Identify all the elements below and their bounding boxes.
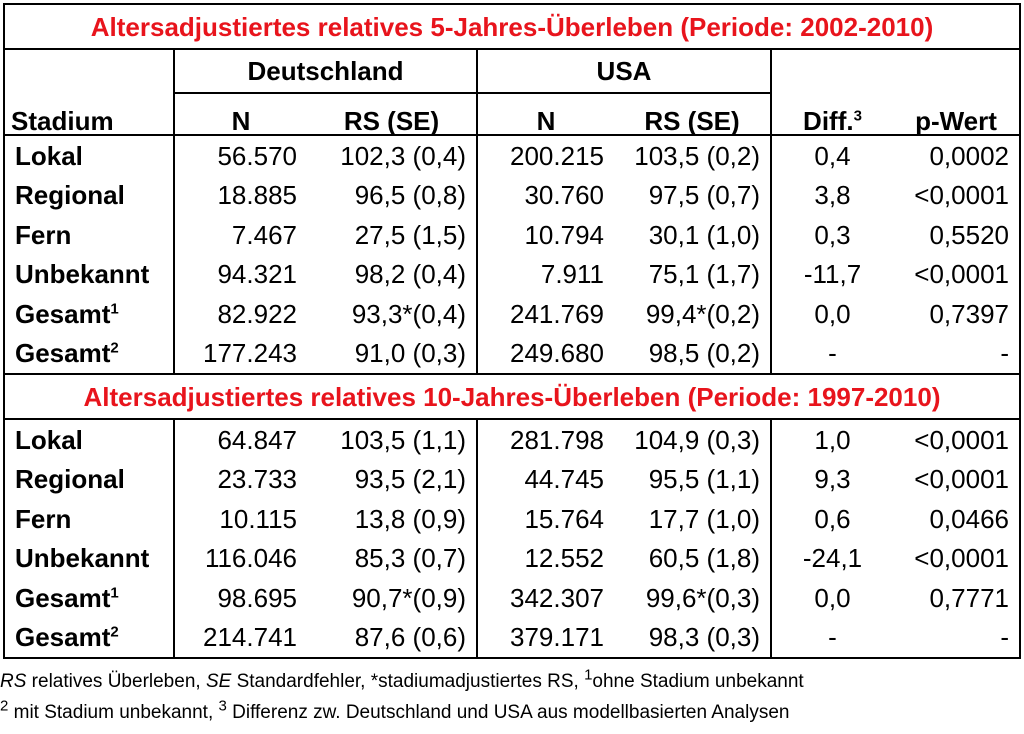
table-row (4, 539, 1020, 579)
de-rs-cell: 90,7*(0,9) (351, 582, 466, 613)
table-row (4, 294, 1020, 334)
de-rs-cell: 13,8 (0,9) (354, 503, 466, 534)
diff-cell: 1,0 (771, 419, 893, 460)
de-rs-cell: 98,2 (0,4) (354, 259, 466, 290)
header-pwert: p-Wert (893, 93, 1020, 135)
de-rs-cell: 91,0 (0,3) (307, 334, 477, 375)
stage-cell: Unbekannt (4, 255, 174, 295)
us-rs-cell: 17,7 (1,0) (648, 503, 760, 534)
de-n-cell: 18.885 (174, 176, 307, 216)
us-n-cell: 342.307 (477, 578, 614, 618)
stage-cell: Regional (4, 460, 174, 500)
de-n-cell: 177.243 (174, 334, 307, 375)
column-header-row (4, 93, 1020, 135)
pvalue-cell: 0,0002 (893, 135, 1020, 176)
stage-cell: Fern (4, 499, 174, 539)
header-usa: USA (477, 49, 771, 93)
stage-cell: Lokal (4, 419, 174, 460)
de-n-cell: 23.733 (174, 460, 307, 500)
table-row (4, 460, 1020, 500)
diff-cell: 0,4 (771, 135, 893, 176)
stage-cell: Gesamt$^1$ (4, 294, 174, 334)
header-deutschland: Deutschland (174, 49, 477, 93)
us-rs-cell: 60,5 (1,8) (648, 543, 760, 574)
diff-cell: 9,3 (771, 460, 893, 500)
us-rs-cell: 98,3 (0,3) (614, 618, 771, 659)
section1-title-row (4, 4, 1020, 49)
header-de-rs: RS (SE) (343, 106, 440, 135)
us-n-cell: 44.745 (477, 460, 614, 500)
us-rs-cell: 103,5 (0,2) (614, 135, 771, 176)
de-n-cell: 82.922 (174, 294, 307, 334)
de-n-cell: 7.467 (174, 215, 307, 255)
diff-cell: 0,0 (771, 294, 893, 334)
footnote-line-2: $^2$ mit Stadium unbekannt, $^3$ Differenz zw. Deutschland und USA aus modellbasierten Analysen (0, 697, 790, 723)
stage-cell: Regional (4, 176, 174, 216)
diff-cell: - (771, 334, 893, 375)
table-row (4, 618, 1020, 659)
stage-footnote-sup: 2 (110, 623, 119, 641)
diff-cell: 0,6 (771, 499, 893, 539)
us-n-cell: 249.680 (477, 334, 614, 375)
stage-cell: Gesamt$^2$ (4, 618, 174, 659)
table-row (4, 255, 1020, 295)
de-n-cell: 94.321 (174, 255, 307, 295)
us-n-cell: 7.911 (477, 255, 614, 295)
pvalue-cell: 0,7771 (893, 578, 1020, 618)
stage-cell: Gesamt$^1$ (4, 578, 174, 618)
de-n-cell: 98.695 (174, 578, 307, 618)
us-rs-cell: 98,5 (0,2) (614, 334, 771, 375)
us-n-cell: 281.798 (477, 419, 614, 460)
us-n-cell: 10.794 (477, 215, 614, 255)
pvalue-cell: 0,7397 (893, 294, 1020, 334)
group-header-row (4, 49, 1020, 93)
de-rs-cell: 85,3 (0,7) (354, 543, 466, 574)
de-n-cell: 214.741 (174, 618, 307, 659)
header-us-n: N (477, 93, 614, 135)
header-de-n: N (174, 93, 307, 135)
footnote-line-1: RS relatives Überleben, SE Standardfehler, *stadiumadjustiertes RS, $^1$ohne Stadium unbekannt (0, 666, 804, 692)
table-row (4, 419, 1020, 460)
pvalue-cell: - (893, 334, 1020, 375)
de-rs-cell: 93,3*(0,4) (351, 298, 466, 329)
footnote (0, 666, 1020, 728)
section2-rows (4, 419, 1020, 658)
de-rs-cell: 87,6 (0,6) (307, 618, 477, 659)
us-rs-cell: 75,1 (1,7) (648, 259, 760, 290)
diff-cell: 3,8 (771, 176, 893, 216)
diff-cell: -11,7 (771, 255, 893, 295)
header-diff: Diff.$^3$ (771, 93, 893, 135)
pvalue-cell: 0,5520 (893, 215, 1020, 255)
pvalue-cell: <0,0001 (893, 419, 1020, 460)
table-row (4, 578, 1020, 618)
stage-footnote-sup: 1 (110, 584, 119, 602)
us-rs-cell: 99,6*(0,3) (645, 582, 760, 613)
us-rs-cell: 99,4*(0,2) (645, 298, 760, 329)
de-rs-cell: 93,5 (2,1) (354, 464, 466, 495)
section1-rows (4, 135, 1020, 374)
survival-table (3, 3, 1021, 659)
table-row (4, 334, 1020, 375)
header-diff-sup: 3 (853, 107, 862, 125)
pvalue-cell: <0,0001 (893, 539, 1020, 579)
table-row (4, 176, 1020, 216)
de-rs-cell: 102,3 (0,4) (307, 135, 477, 176)
stage-footnote-sup: 2 (110, 339, 119, 357)
de-n-cell: 10.115 (174, 499, 307, 539)
stage-cell: Lokal (4, 135, 174, 176)
de-rs-cell: 103,5 (1,1) (307, 419, 477, 460)
stage-cell: Fern (4, 215, 174, 255)
header-us-rs: RS (SE) (644, 106, 740, 135)
us-n-cell: 200.215 (477, 135, 614, 176)
pvalue-cell: <0,0001 (893, 460, 1020, 500)
us-n-cell: 12.552 (477, 539, 614, 579)
header-stadium: Stadium (4, 93, 174, 135)
section1-title: Altersadjustiertes relatives 5-Jahres-Überleben (Periode: 2002-2010) (4, 4, 1020, 49)
us-n-cell: 241.769 (477, 294, 614, 334)
pvalue-cell: - (893, 618, 1020, 659)
pvalue-cell: 0,0466 (893, 499, 1020, 539)
diff-cell: 0,0 (771, 578, 893, 618)
stage-footnote-sup: 1 (110, 300, 119, 318)
de-n-cell: 116.046 (174, 539, 307, 579)
us-rs-cell: 104,9 (0,3) (614, 419, 771, 460)
de-n-cell: 64.847 (174, 419, 307, 460)
diff-cell: -24,1 (771, 539, 893, 579)
us-rs-cell: 95,5 (1,1) (648, 464, 760, 495)
pvalue-cell: <0,0001 (893, 176, 1020, 216)
us-rs-cell: 30,1 (1,0) (648, 219, 760, 250)
diff-cell: 0,3 (771, 215, 893, 255)
stage-cell: Gesamt$^2$ (4, 334, 174, 375)
diff-cell: - (771, 618, 893, 659)
table-row (4, 499, 1020, 539)
pvalue-cell: <0,0001 (893, 255, 1020, 295)
us-n-cell: 379.171 (477, 618, 614, 659)
table-row (4, 135, 1020, 176)
de-n-cell: 56.570 (174, 135, 307, 176)
de-rs-cell: 96,5 (0,8) (354, 180, 466, 211)
us-n-cell: 30.760 (477, 176, 614, 216)
table-row (4, 215, 1020, 255)
us-n-cell: 15.764 (477, 499, 614, 539)
stage-cell: Unbekannt (4, 539, 174, 579)
de-rs-cell: 27,5 (1,5) (354, 219, 466, 250)
us-rs-cell: 97,5 (0,7) (648, 180, 760, 211)
section2-title-row (4, 374, 1020, 419)
section2-title: Altersadjustiertes relatives 10-Jahres-Überleben (Periode: 1997-2010) (4, 374, 1020, 419)
